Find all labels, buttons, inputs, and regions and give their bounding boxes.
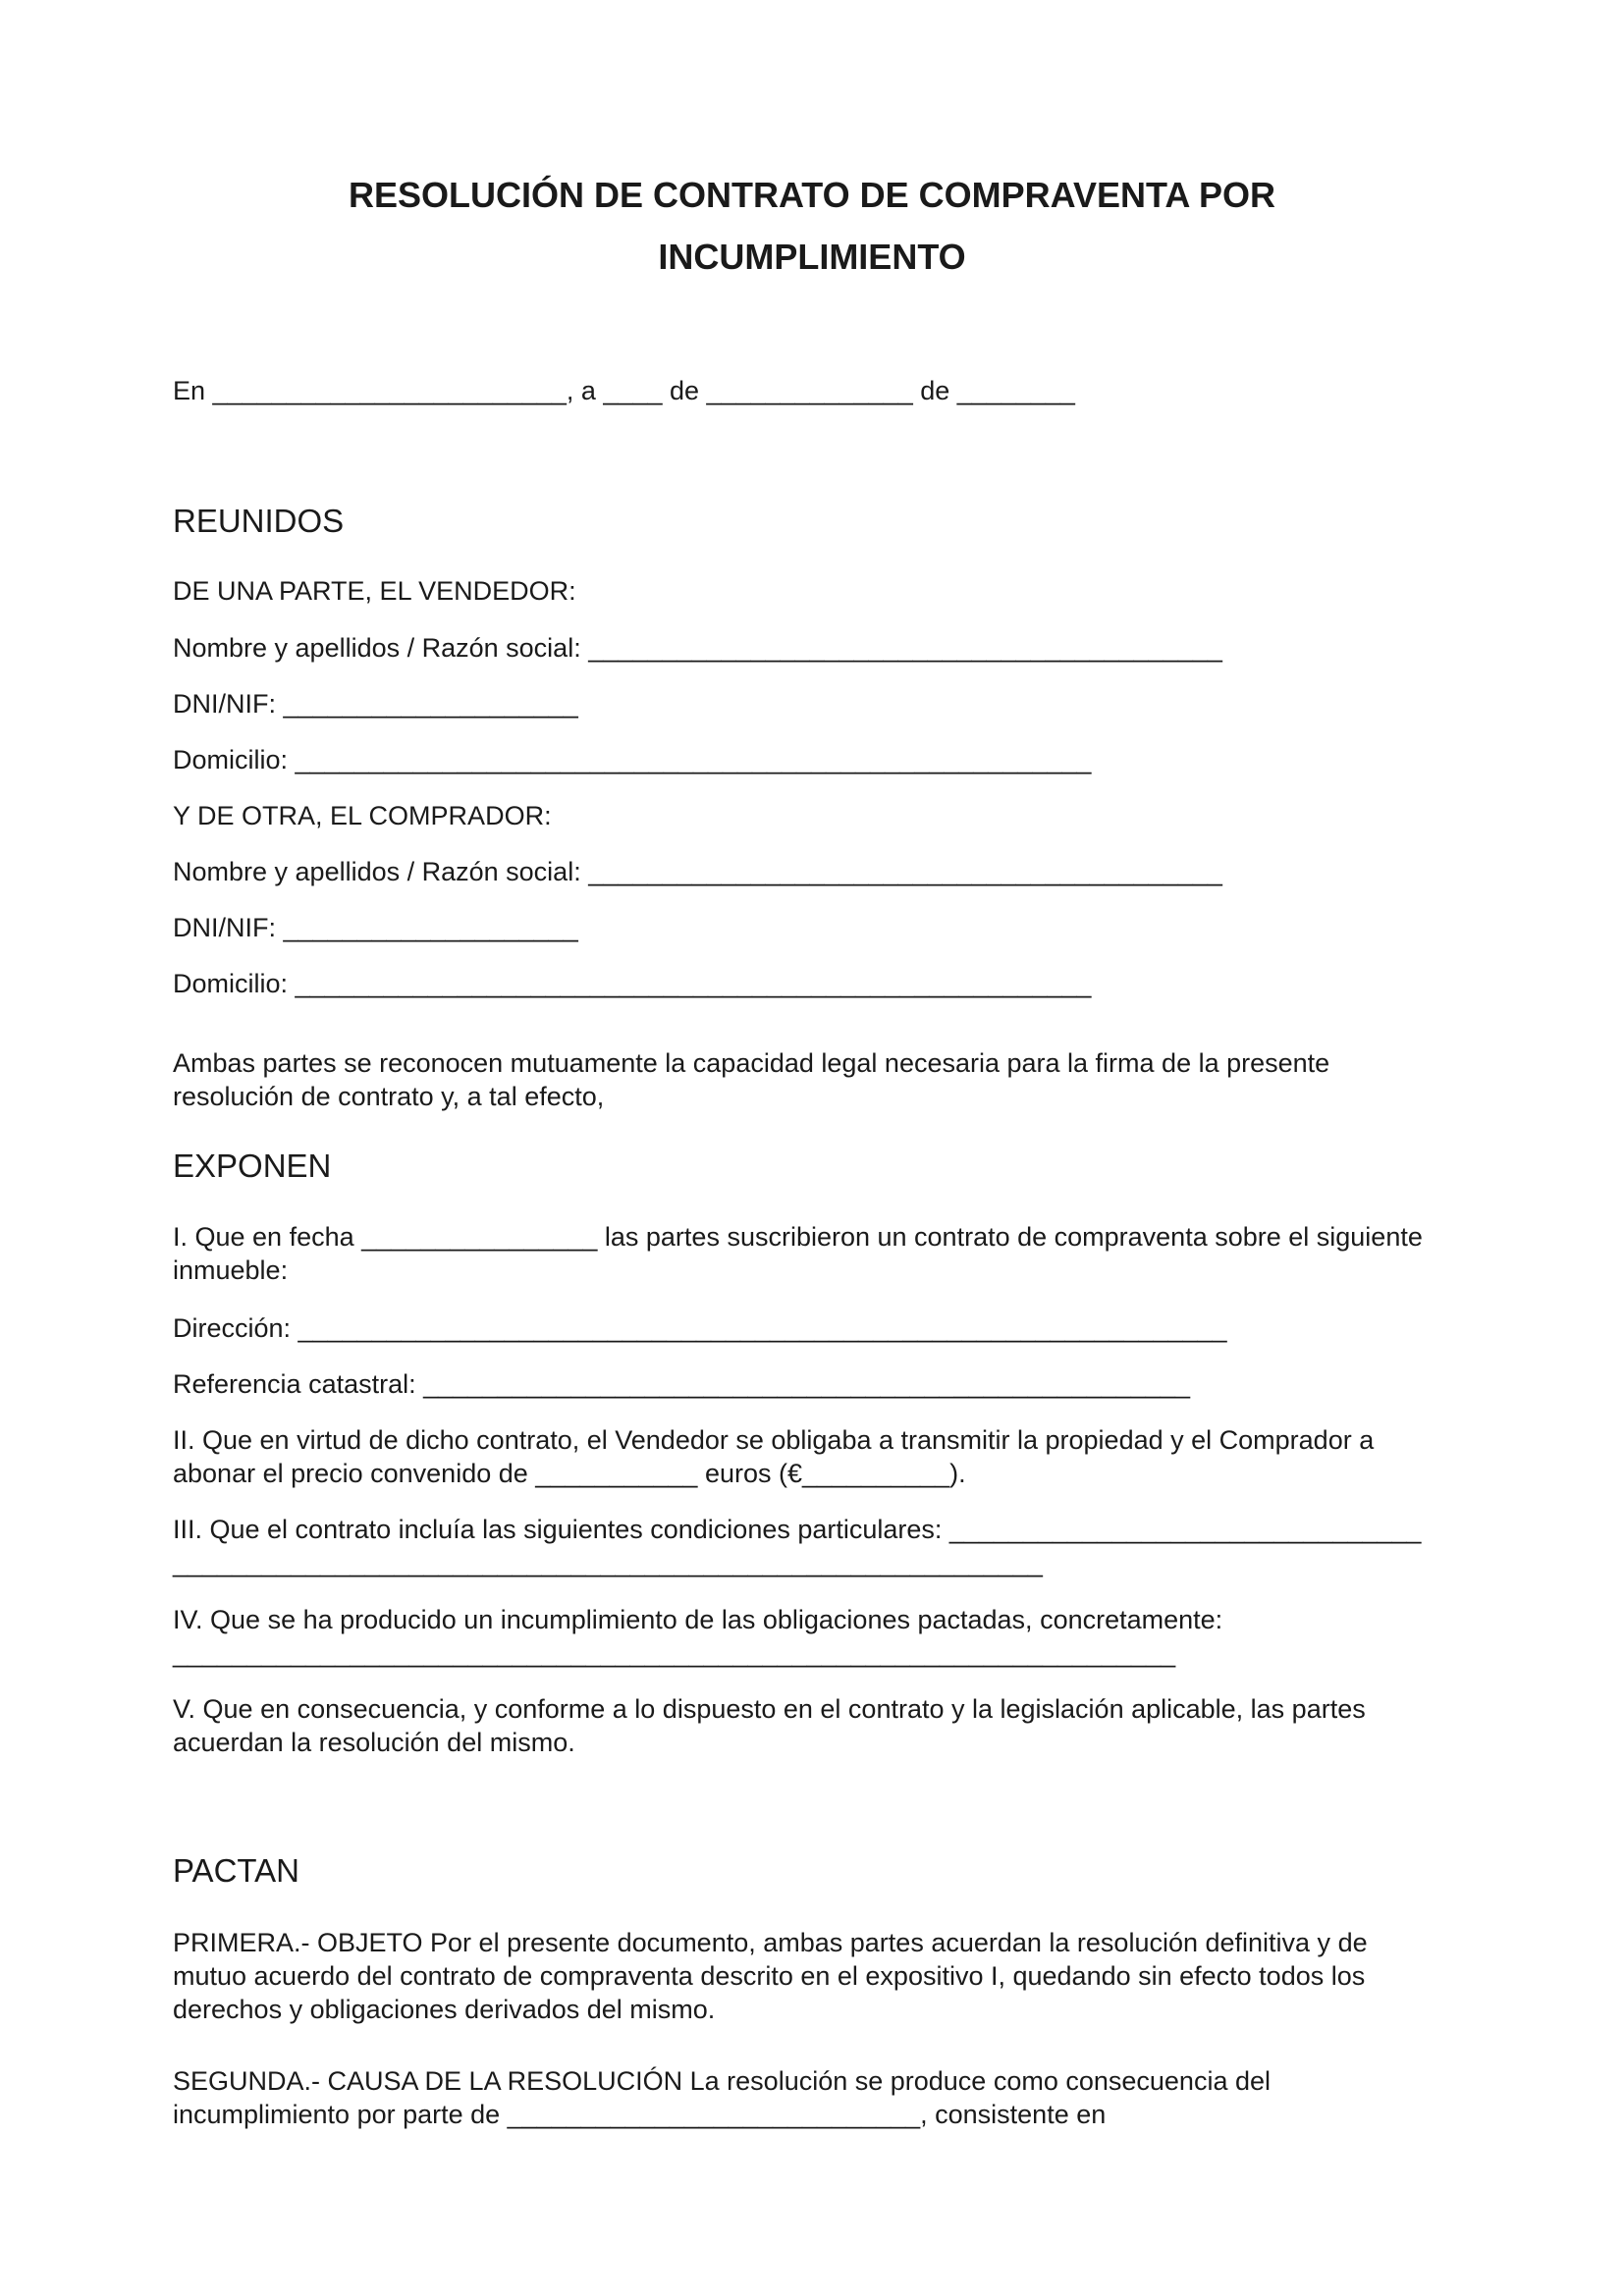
place-date-line: En ________________________, a ____ de ______________ de ________ [173,376,1075,405]
referencia-catastral-field: Referencia catastral: ____________________________________________________ [173,1369,1190,1399]
document-title-line-1: RESOLUCIÓN DE CONTRATO DE COMPRAVENTA POR [348,175,1276,215]
seller-address-field: Domicilio: ______________________________________________________ [173,745,1092,774]
pactan-primera-line-1: PRIMERA.- OBJETO Por el presente documento, ambas partes acuerdan la resolución definitiva y de [173,1928,1368,1957]
seller-name-field: Nombre y apellidos / Razón social: ___________________________________________ [173,633,1222,663]
document-title-line-2: INCUMPLIMIENTO [658,237,966,277]
pactan-segunda-line-1: SEGUNDA.- CAUSA DE LA RESOLUCIÓN La resolución se produce como consecuencia del [173,2066,1271,2096]
exponen-v-line-1: V. Que en consecuencia, y conforme a lo dispuesto en el contrato y la legislación aplicable, las partes [173,1694,1366,1724]
exponen-ii-line-2: abonar el precio convenido de ___________ euros (€__________). [173,1459,966,1488]
exponen-iii-line-1: III. Que el contrato incluía las siguientes condiciones particulares: ________________________________ [173,1515,1422,1544]
direccion-field: Dirección: _______________________________________________________________ [173,1313,1227,1343]
exponen-iii-line-2: ___________________________________________________________ [173,1548,1043,1577]
capacity-paragraph-line-1: Ambas partes se reconocen mutuamente la capacidad legal necesaria para la firma de la presente [173,1048,1330,1078]
exponen-i-line-2: inmueble: [173,1255,289,1285]
buyer-address-field: Domicilio: ______________________________________________________ [173,969,1092,998]
pactan-primera-line-2: mutuo acuerdo del contrato de compraventa descrito en el expositivo I, quedando sin efecto todos los [173,1961,1366,1991]
seller-intro: DE UNA PARTE, EL VENDEDOR: [173,576,576,606]
pactan-primera-line-3: derechos y obligaciones derivados del mismo. [173,1995,716,2024]
buyer-name-field: Nombre y apellidos / Razón social: ___________________________________________ [173,857,1222,886]
pactan-heading: PACTAN [173,1852,299,1889]
exponen-heading: EXPONEN [173,1148,332,1184]
exponen-i-line-1: I. Que en fecha ________________ las partes suscribieron un contrato de compraventa sobre el siguiente [173,1222,1423,1252]
exponen-v-line-2: acuerdan la resolución del mismo. [173,1728,575,1757]
exponen-ii-line-1: II. Que en virtud de dicho contrato, el Vendedor se obligaba a transmitir la propiedad y el Comprador a [173,1425,1375,1455]
capacity-paragraph-line-2: resolución de contrato y, a tal efecto, [173,1082,605,1111]
pactan-segunda-line-2: incumplimiento por parte de ____________________________, consistente en [173,2100,1107,2129]
exponen-iv-line-2: ____________________________________________________________________ [173,1638,1176,1668]
exponen-iv-line-1: IV. Que se ha producido un incumplimiento de las obligaciones pactadas, concretamente: [173,1605,1223,1634]
seller-dni-field: DNI/NIF: ____________________ [173,689,578,719]
reunidos-heading: REUNIDOS [173,503,345,539]
buyer-intro: Y DE OTRA, EL COMPRADOR: [173,801,552,830]
buyer-dni-field: DNI/NIF: ____________________ [173,913,578,942]
